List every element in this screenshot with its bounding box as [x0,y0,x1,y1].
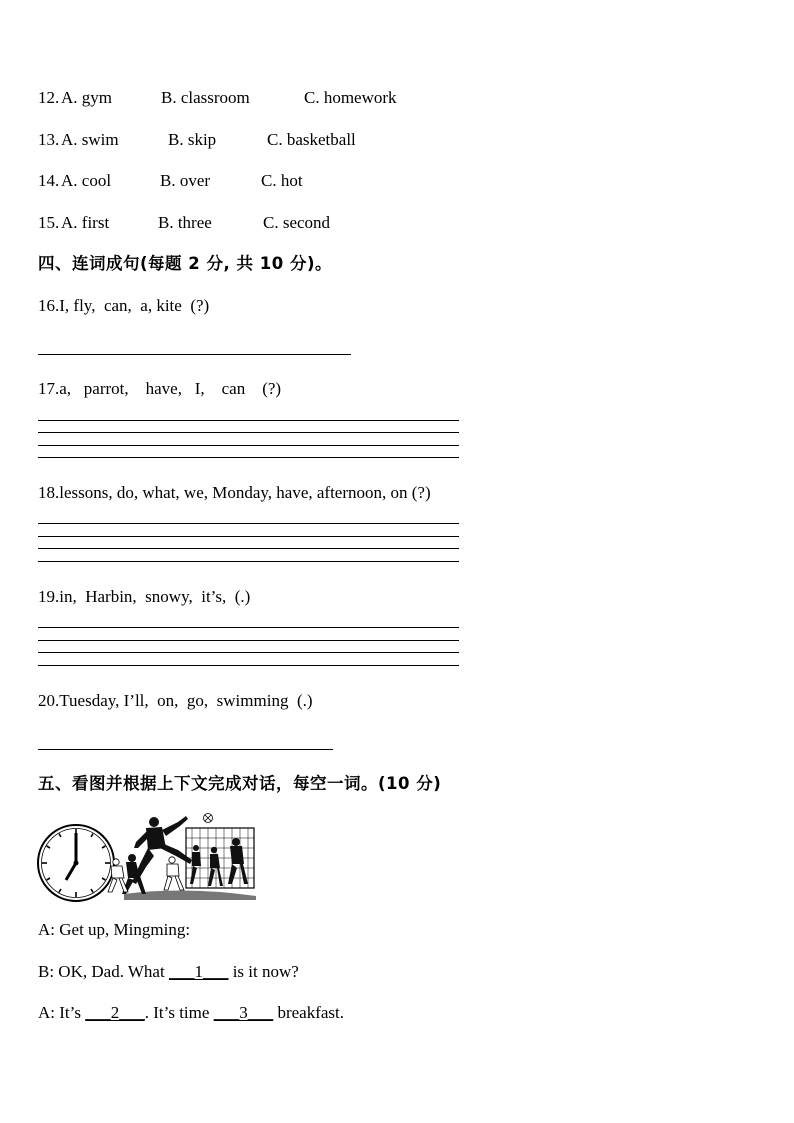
question-17 [38,379,281,399]
dialogue-text: . It’s time [144,1003,214,1022]
option-b: B. three [158,213,212,232]
section-5-heading: 五、看图并根据上下文完成对话，每空一词。(10 分) [38,774,442,793]
question-19 [38,587,250,607]
question-20 [38,691,313,711]
blank-2[interactable]: ___2___ [85,1003,145,1022]
answer-line[interactable] [38,432,459,433]
section-4-heading: 四、连词成句(每题 2 分, 共 10 分)。 [38,254,333,273]
answer-line[interactable] [38,354,351,355]
question-number: 13. [38,130,60,149]
question-text: in, Harbin, snowy, it’s, (.) [59,587,251,606]
blank-1[interactable]: ___1___ [168,962,229,981]
question-text: lessons, do, what, we, Monday, have, afternoon, on (?) [59,483,431,502]
option-a: A. cool [61,171,112,190]
question-16 [38,296,209,316]
option-c: C. homework [304,88,397,107]
question-number: 19. [38,587,60,606]
blank-3[interactable]: ___3___ [213,1003,274,1022]
answer-line[interactable] [38,523,459,524]
answer-line[interactable] [38,665,459,666]
answer-line[interactable] [38,457,459,458]
question-number: 14. [38,171,60,190]
question-number: 17. [38,379,60,398]
option-a: A. gym [61,88,112,107]
question-number: 12. [38,88,60,107]
answer-line[interactable] [38,561,459,562]
option-b: B. over [160,171,211,190]
option-b: B. classroom [161,88,250,107]
question-number: 20. [38,691,60,710]
dialogue-text: breakfast. [273,1003,344,1022]
answer-line[interactable] [38,548,459,549]
option-b: B. skip [168,130,217,149]
option-c: C. basketball [267,130,356,149]
question-number: 18. [38,483,60,502]
option-c: C. second [263,213,331,232]
dialogue-line-1: A: Get up, Mingming: [38,920,191,939]
answer-line[interactable] [38,627,459,628]
answer-line[interactable] [38,536,459,537]
option-a: A. first [61,213,110,232]
dialogue-text: is it now? [228,962,299,981]
answer-line[interactable] [38,640,459,641]
question-text: I, fly, can, a, kite (?) [59,296,210,315]
clock-icon [38,825,114,901]
answer-line[interactable] [38,749,333,750]
dialogue-text: B: OK, Dad. What [38,962,169,981]
dialogue-text: A: It’s [38,1003,86,1022]
dialogue-line-3 [38,1003,344,1023]
option-c: C. hot [261,171,303,190]
question-18 [38,483,431,503]
question-text: a, parrot, have, I, can (?) [59,379,282,398]
question-number: 15. [38,213,60,232]
dialogue-line-2 [38,962,299,982]
hour-hand [66,863,76,880]
answer-line[interactable] [38,445,459,446]
answer-line[interactable] [38,652,459,653]
question-number: 16. [38,296,60,315]
answer-line[interactable] [38,420,459,421]
question-text: Tuesday, I’ll, on, go, swimming (.) [59,691,313,710]
illustration [36,812,258,902]
football-scene-image [108,814,256,901]
option-a: A. swim [61,130,119,149]
